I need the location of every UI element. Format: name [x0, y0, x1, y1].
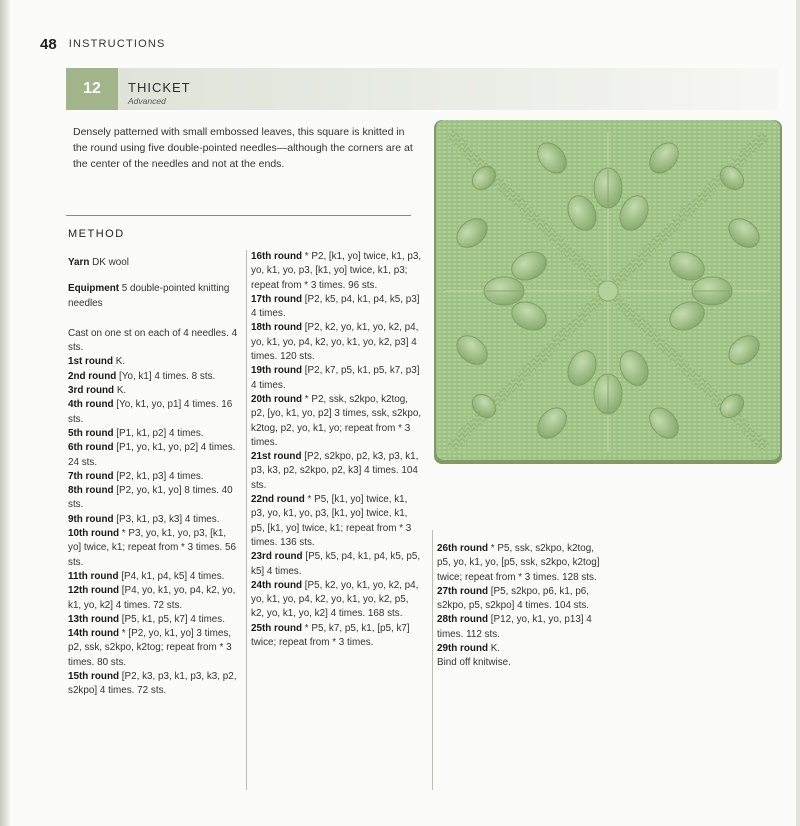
page-number: 48 — [40, 35, 57, 53]
round-label: 19th round — [251, 365, 303, 377]
round-text: [P2, s2kpo, p2, k3, p3, k1, p3, k3, p2, s2kpo, p2, k3] 4 times. 104 sts. — [251, 451, 419, 491]
round-text: [Yo, k1] 4 times. 8 sts. — [119, 370, 216, 382]
round-label: 1st round — [68, 356, 113, 368]
round-instruction — [251, 250, 423, 293]
round-text: [P1, yo, k1, yo, p2] 4 times. 24 sts. — [68, 442, 236, 468]
round-label: 4th round — [68, 399, 114, 411]
round-label: 20th round — [251, 393, 303, 405]
round-instruction — [68, 427, 238, 441]
round-label: 13th round — [68, 613, 120, 625]
method-heading: METHOD — [68, 228, 125, 240]
round-label: 21st round — [251, 451, 302, 463]
round-text: [P5, s2kpo, p6, k1, p6, s2kpo, p5, s2kpo] 4 times. 104 sts. — [437, 585, 590, 612]
round-label: 6th round — [68, 442, 114, 454]
yarn-line — [68, 256, 238, 270]
round-label: 11th round — [68, 570, 119, 582]
round-instruction — [68, 670, 238, 699]
round-label: 10th round — [68, 528, 120, 540]
round-text: * P5, [k1, yo] twice, k1, p3, yo, k1, yo, p3, [k1, yo] twice, k1, p5, [k1, yo] twice, k1; repeat from * 3 times. 136 sts. — [251, 494, 412, 548]
round-instruction — [68, 513, 238, 527]
round-label: 8th round — [68, 485, 114, 497]
equipment-label: Equipment — [68, 283, 120, 295]
title-band — [118, 68, 778, 110]
round-instruction — [437, 642, 607, 656]
round-label: 15th round — [68, 671, 120, 683]
page-header — [40, 34, 166, 54]
round-instruction — [251, 321, 423, 364]
round-text: * P3, yo, k1, yo, p3, [k1, yo] twice, k1; repeat from * 3 times. 56 sts. — [68, 528, 236, 568]
round-label: 28th round — [437, 614, 489, 626]
round-instruction — [68, 613, 238, 627]
yarn-label: Yarn — [68, 257, 90, 268]
round-label: 2nd round — [68, 370, 117, 382]
instructions-column-3 — [437, 542, 607, 671]
equipment-line — [68, 282, 238, 311]
round-label: 27th round — [437, 585, 489, 597]
round-text: [P12, yo, k1, yo, p13] 4 times. 112 sts. — [437, 614, 592, 640]
round-text: [P5, k1, p5, k7] 4 times. — [121, 613, 225, 625]
round-label: 17th round — [251, 293, 303, 305]
round-instruction — [68, 441, 238, 470]
round-instruction — [68, 484, 238, 513]
round-label: 29th round — [437, 643, 489, 655]
equipment-value: 5 double-pointed knitting needles — [68, 283, 230, 309]
round-instruction — [68, 584, 238, 613]
round-text: * P5, ssk, s2kpo, k2tog, p5, yo, k1, yo, [p5, ssk, s2kpo, k2tog] twice; repeat from * 3 times. 128 sts. — [437, 543, 600, 583]
round-text: * P5, k7, p5, k1, [p5, k7] twice; repeat from * 3 times. — [251, 622, 410, 649]
round-label: 5th round — [68, 427, 114, 439]
cast-on-line: Cast on one st on each of 4 needles. 4 sts. — [68, 327, 238, 354]
round-instruction — [251, 622, 423, 651]
round-label: 14th round — [68, 628, 120, 640]
round-label: 22nd round — [251, 494, 305, 506]
round-instruction — [437, 585, 607, 614]
round-instruction — [251, 364, 423, 393]
column-divider — [432, 530, 433, 790]
round-instruction — [251, 450, 423, 493]
round-instruction — [68, 470, 238, 484]
yarn-value: DK wool — [92, 257, 129, 268]
instructions-column-1 — [68, 256, 238, 699]
round-text: * P2, ssk, s2kpo, k2tog, p2, [yo, k1, yo, p2] 3 times, ssk, s2kpo, k2tog, p2, yo, k1, yo; repeat from * 3 times. — [251, 393, 422, 448]
round-label: 12th round — [68, 585, 120, 597]
round-text: * P2, [k1, yo] twice, k1, p3, yo, k1, yo, p3, [k1, yo] twice, k1, p3; repeat from * 3 times. 96 sts. — [251, 251, 422, 291]
round-instruction — [437, 613, 607, 642]
column-divider — [246, 250, 247, 790]
round-instruction — [68, 627, 238, 670]
round-label: 24th round — [251, 579, 303, 591]
round-instruction — [437, 542, 607, 585]
instructions-column-2 — [251, 250, 423, 650]
round-text: [P5, k5, p4, k1, p4, k5, p5, k5] 4 times. — [251, 551, 421, 577]
round-instruction — [251, 393, 423, 450]
round-instruction — [251, 579, 423, 622]
method-divider — [66, 215, 411, 216]
round-label: 18th round — [251, 322, 303, 334]
pattern-title: THICKET — [128, 80, 191, 95]
book-spine-shadow — [0, 0, 10, 826]
round-text: [P3, k1, p3, k3] 4 times. — [116, 513, 220, 525]
pattern-number-badge: 12 — [66, 68, 118, 110]
bind-off-line: Bind off knitwise. — [437, 657, 511, 669]
round-instruction — [68, 370, 238, 384]
round-text: [P2, k3, p3, k1, p3, k3, p2, s2kpo] 4 times. 72 sts. — [68, 671, 237, 697]
round-text: * [P2, yo, k1, yo] 3 times, p2, ssk, s2kpo, k2tog; repeat from * 3 times. 80 sts. — [68, 628, 232, 668]
round-label: 26th round — [437, 543, 489, 554]
round-text: K. — [490, 643, 501, 655]
round-text: K. — [116, 385, 127, 397]
round-text: [P4, yo, k1, yo, p4, k2, yo, k1, yo, k2] 4 times. 72 sts. — [68, 585, 236, 611]
round-instruction — [68, 355, 238, 369]
round-instruction — [68, 398, 238, 427]
round-text: [Yo, k1, yo, p1] 4 times. 16 sts. — [68, 399, 233, 425]
round-text: K. — [115, 356, 126, 368]
round-label: 23rd round — [251, 551, 303, 563]
round-instruction — [251, 493, 423, 550]
page-edge — [796, 0, 800, 826]
pattern-level: Advanced — [128, 96, 166, 106]
round-label: 25th round — [251, 622, 303, 634]
round-label: 7th round — [68, 470, 114, 482]
round-text: [P4, k1, p4, k5] 4 times. — [121, 570, 225, 582]
round-text: [P2, k7, p5, k1, p5, k7, p3] 4 times. — [251, 365, 420, 391]
round-instruction — [68, 527, 238, 570]
round-label: 9th round — [68, 513, 114, 525]
round-text: [P5, k2, yo, k1, yo, k2, p4, yo, k1, yo, p4, k2, yo, k1, yo, k2, p5, k2, yo, k1, yo, k2] 4 times. 168 sts. — [251, 579, 419, 620]
round-instruction — [251, 550, 423, 579]
round-text: [P2, k2, yo, k1, yo, k2, p4, yo, k1, yo, p4, k2, yo, k1, yo, k2, p3] 4 times. 120 sts. — [251, 322, 419, 363]
round-instruction — [68, 570, 238, 584]
round-label: 3rd round — [68, 385, 115, 397]
round-text: [P1, k1, p2] 4 times. — [116, 427, 204, 439]
section-label: INSTRUCTIONS — [68, 38, 166, 50]
pattern-description: Densely patterned with small embossed leaves, this square is knitted in the round using five double-pointed needles—although the corners are at the center of the needles and not at the ends. — [73, 126, 413, 170]
round-text: [P2, yo, k1, yo] 8 times. 40 sts. — [68, 485, 233, 511]
round-label: 16th round — [251, 251, 303, 262]
knitted-square-photo — [432, 118, 784, 466]
round-instruction — [68, 384, 238, 398]
round-instruction — [251, 293, 423, 322]
round-text: [P2, k1, p3] 4 times. — [116, 470, 204, 482]
round-text: [P2, k5, p4, k1, p4, k5, p3] 4 times. — [251, 293, 420, 320]
